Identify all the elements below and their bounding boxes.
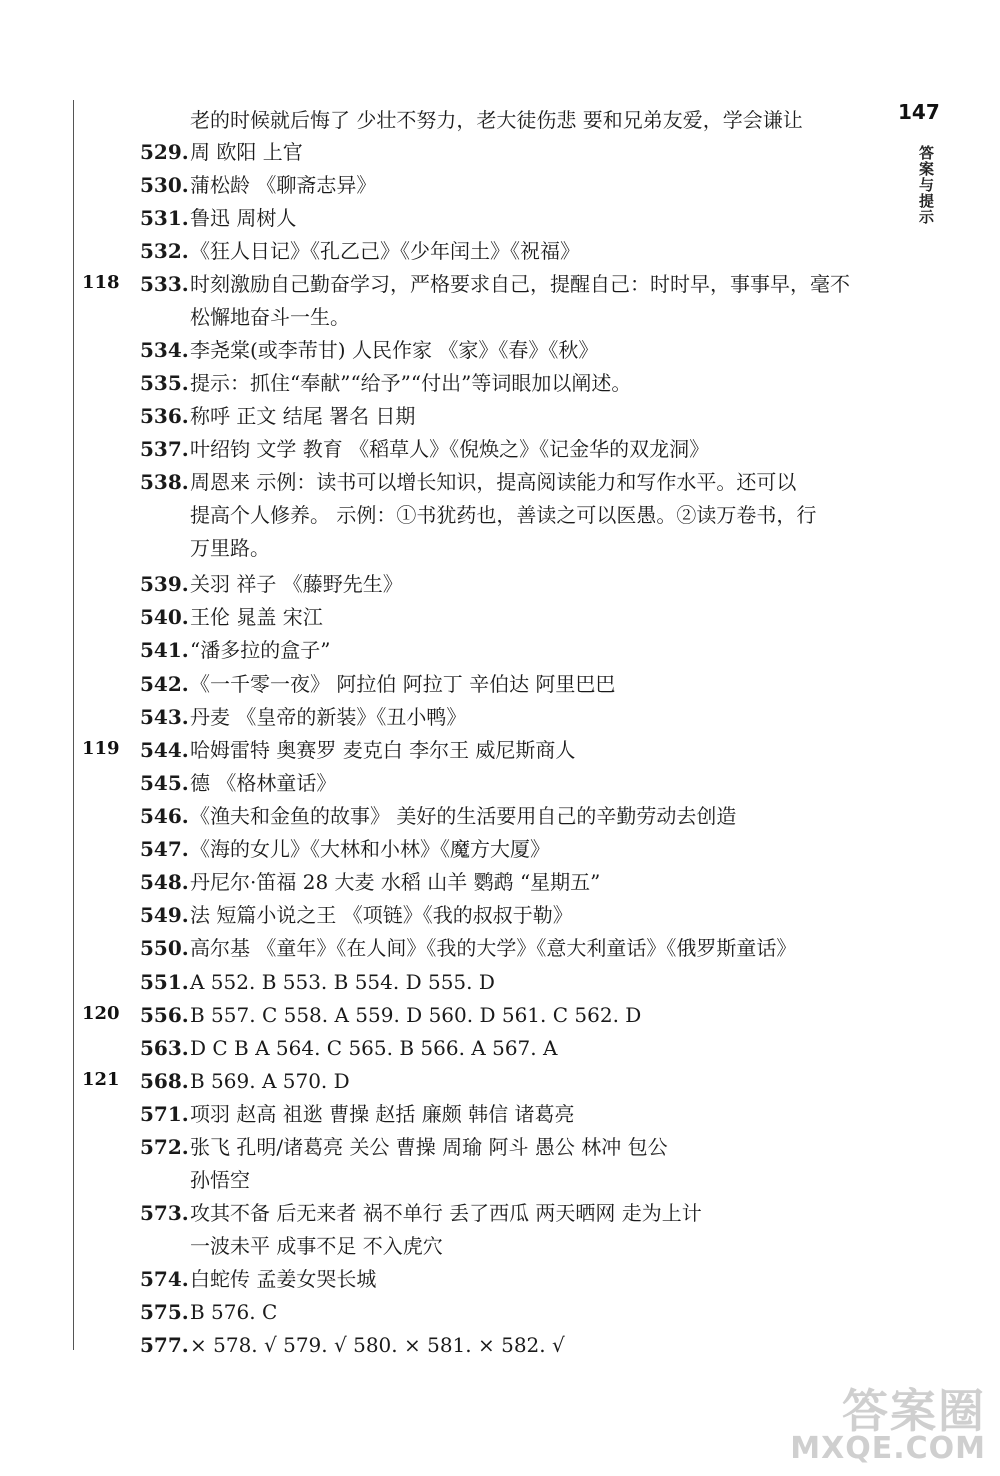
answer-text: 一波未平 成事不足 不入虎穴 [190, 1234, 443, 1258]
answer-line [140, 1296, 880, 1328]
answer-line [140, 1032, 880, 1064]
answer-text: 松懈地奋斗一生。 [190, 305, 350, 329]
item-number: 550. [140, 936, 189, 960]
source-page-tag: 121 [82, 1069, 120, 1090]
answer-line [140, 202, 880, 234]
answer-text: 蒲松龄 《聊斋志异》 [190, 173, 377, 197]
answer-line [140, 1098, 880, 1130]
answer-text: B 576. C [190, 1300, 278, 1324]
item-number: 537. [140, 437, 189, 461]
item-number: 542. [140, 672, 189, 696]
answer-line [140, 499, 880, 531]
answer-text: 称呼 正文 结尾 署名 日期 [190, 404, 416, 428]
answer-line [140, 668, 880, 700]
answer-text: 时刻激励自己勤奋学习，严格要求自己，提醒自己：时时早，事事早，毫不 [190, 272, 850, 296]
item-number: 548. [140, 870, 189, 894]
item-number: 536. [140, 404, 189, 428]
answer-text: 哈姆雷特 奥赛罗 麦克白 李尔王 威尼斯商人 [190, 738, 576, 762]
left-margin-rule [73, 100, 74, 1350]
item-number: 545. [140, 771, 189, 795]
answer-text: 《狂人日记》《孔乙己》《少年闰土》《祝福》 [190, 239, 580, 263]
answer-text: 孙悟空 [190, 1168, 250, 1192]
item-number: 575. [140, 1300, 189, 1324]
answer-line [140, 601, 880, 633]
site-watermark [790, 1384, 986, 1466]
answer-line [140, 400, 880, 432]
item-number: 538. [140, 470, 189, 494]
answer-text: 《渔夫和金鱼的故事》 美好的生活要用自己的辛勤劳动去创造 [190, 804, 737, 828]
answer-line [140, 899, 880, 931]
answer-text: 白蛇传 孟姜女哭长城 [190, 1267, 377, 1291]
item-number: 541. [140, 638, 189, 662]
item-number: 530. [140, 173, 189, 197]
answer-line [140, 466, 880, 498]
answer-line [140, 301, 880, 333]
answer-line [140, 433, 880, 465]
answer-line [140, 268, 880, 300]
answer-line [140, 367, 880, 399]
item-number: 572. [140, 1135, 189, 1159]
answer-line [140, 833, 880, 865]
section-side-label: 答案与提示 [917, 145, 935, 225]
item-number: 571. [140, 1102, 189, 1126]
watermark-url: MXQE.COM [790, 1431, 986, 1466]
source-page-tag: 119 [82, 738, 120, 759]
answer-text: 万里路。 [190, 536, 270, 560]
item-number: 539. [140, 572, 189, 596]
answer-text: 丹尼尔·笛福 28 大麦 水稻 山羊 鹦鹉 “星期五” [190, 870, 601, 894]
answer-line [140, 932, 880, 964]
answer-text: 老的时候就后悔了 少壮不努力，老大徒伤悲 要和兄弟友爱，学会谦让 [190, 108, 803, 132]
item-number: 574. [140, 1267, 189, 1291]
answer-line [140, 866, 880, 898]
source-page-tag: 118 [82, 272, 120, 293]
item-number: 563. [140, 1036, 189, 1060]
answer-text: 关羽 祥子 《藤野先生》 [190, 572, 403, 596]
item-number: 544. [140, 738, 189, 762]
answer-line [140, 568, 880, 600]
answer-line [140, 999, 880, 1031]
answer-line [140, 734, 880, 766]
answer-text: “潘多拉的盒子” [190, 638, 331, 662]
answer-text: 提示：抓住“奉献”“给予”“付出”等词眼加以阐述。 [190, 371, 632, 395]
answer-line [140, 532, 880, 564]
answer-line [140, 1329, 880, 1361]
answer-line [140, 1131, 880, 1163]
answer-text: A 552. B 553. B 554. D 555. D [190, 970, 495, 994]
answer-text: 《一千零一夜》 阿拉伯 阿拉丁 辛伯达 阿里巴巴 [190, 672, 616, 696]
answer-text: 王伦 晁盖 宋江 [190, 605, 323, 629]
answer-line [140, 169, 880, 201]
answer-text: 项羽 赵高 祖逖 曹操 赵括 廉颇 韩信 诸葛亮 [190, 1102, 575, 1126]
answer-text: 德 《格林童话》 [190, 771, 337, 795]
answer-line [140, 800, 880, 832]
answer-line [140, 1197, 880, 1229]
answer-line [140, 334, 880, 366]
answer-line [140, 104, 880, 136]
item-number: 534. [140, 338, 189, 362]
answer-text: 攻其不备 后无来者 祸不单行 丢了西瓜 两天晒网 走为上计 [190, 1201, 702, 1225]
answer-text: 高尔基 《童年》《在人间》《我的大学》《意大利童话》《俄罗斯童话》 [190, 936, 797, 960]
answer-text: 鲁迅 周树人 [190, 206, 297, 230]
answer-text: 叶绍钧 文学 教育 《稻草人》《倪焕之》《记金华的双龙洞》 [190, 437, 710, 461]
answer-line [140, 701, 880, 733]
page-number: 147 [898, 100, 940, 124]
item-number: 529. [140, 140, 189, 164]
item-number: 543. [140, 705, 189, 729]
answer-line [140, 1164, 880, 1196]
answer-text: 提高个人修养。 示例：①书犹药也，善读之可以医愚。②读万卷书，行 [190, 503, 817, 527]
answer-text: D C B A 564. C 565. B 566. A 567. A [190, 1036, 558, 1060]
answer-text: 法 短篇小说之王 《项链》《我的叔叔于勒》 [190, 903, 573, 927]
item-number: 535. [140, 371, 189, 395]
answer-line [140, 1230, 880, 1262]
item-number: 533. [140, 272, 189, 296]
item-number: 546. [140, 804, 189, 828]
item-number: 540. [140, 605, 189, 629]
answer-text: 李尧棠(或李芾甘) 人民作家 《家》《春》《秋》 [190, 338, 599, 362]
source-page-tag: 120 [82, 1003, 120, 1024]
watermark-logo-text: 答案圈 [842, 1384, 986, 1438]
answer-text: 丹麦 《皇帝的新装》《丑小鸭》 [190, 705, 467, 729]
item-number: 532. [140, 239, 189, 263]
answer-text: 张飞 孔明/诸葛亮 关公 曹操 周瑜 阿斗 愚公 林冲 包公 [190, 1135, 668, 1159]
answer-text: 周 欧阳 上官 [190, 140, 303, 164]
answer-text: × 578. √ 579. √ 580. × 581. × 582. √ [190, 1333, 565, 1357]
answer-text: 周恩来 示例：读书可以增长知识，提高阅读能力和写作水平。还可以 [190, 470, 797, 494]
item-number: 568. [140, 1069, 189, 1093]
item-number: 551. [140, 970, 189, 994]
answer-line [140, 966, 880, 998]
answer-line [140, 136, 880, 168]
answer-text: B 569. A 570. D [190, 1069, 350, 1093]
answer-line [140, 767, 880, 799]
answer-line [140, 1263, 880, 1295]
item-number: 556. [140, 1003, 189, 1027]
answer-line [140, 634, 880, 666]
item-number: 577. [140, 1333, 189, 1357]
item-number: 547. [140, 837, 189, 861]
answer-text: B 557. C 558. A 559. D 560. D 561. C 562. D [190, 1003, 642, 1027]
item-number: 573. [140, 1201, 189, 1225]
answer-line [140, 1065, 880, 1097]
item-number: 549. [140, 903, 189, 927]
item-number: 531. [140, 206, 189, 230]
answer-text: 《海的女儿》《大林和小林》《魔方大厦》 [190, 837, 550, 861]
answer-line [140, 235, 880, 267]
